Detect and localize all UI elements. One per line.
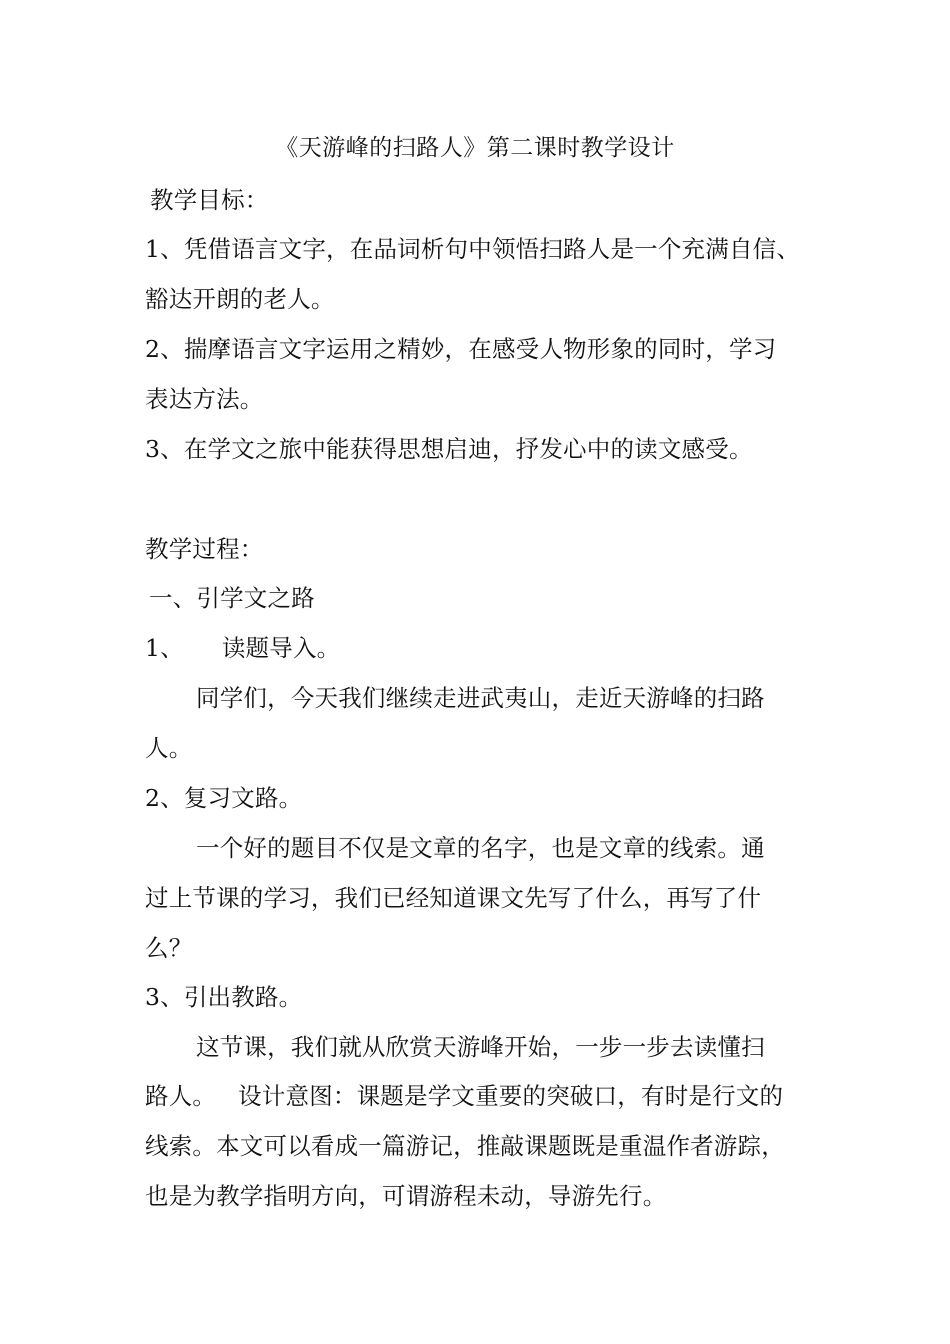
step-2: 2、复习文路。 [145, 784, 303, 812]
goal-2-line-1: 2、揣摩语言文字运用之精妙，在感受人物形象的同时，学习 [145, 335, 777, 363]
paragraph-3-line-4: 也是为教学指明方向，可谓游程未动，导游先行。 [145, 1182, 667, 1210]
section-1-heading: 一、引学文之路 [149, 584, 315, 612]
paragraph-2-line-1: 一个好的题目不仅是文章的名字，也是文章的线索。通 [196, 834, 765, 862]
step-3: 3、引出教路。 [145, 983, 303, 1011]
step-1 [145, 631, 340, 665]
paragraph-1-line-1: 同学们，今天我们继续走进武夷山，走近天游峰的扫路 [196, 684, 765, 712]
paragraph-3-line-2 [145, 1079, 783, 1113]
goal-2-line-2: 表达方法。 [145, 385, 264, 413]
paragraph-3-line-3: 线索。本文可以看成一篇游记，推敲课题既是重温作者游踪， [145, 1132, 785, 1160]
design-intent-text: 设计意图：课题是学文重要的突破口，有时是行文的 [238, 1082, 784, 1110]
goal-3: 3、在学文之旅中能获得思想启迪，抒发心中的读文感受。 [145, 435, 753, 463]
paragraph-1-line-2: 人。 [145, 734, 193, 762]
paragraph-3-line-1: 这节课，我们就从欣赏天游峰开始，一步一步去读懂扫 [196, 1033, 765, 1061]
paragraph-2-line-3: 么？ [145, 934, 193, 962]
step-1-text: 读题导入。 [221, 634, 341, 662]
step-1-number: 1、 [145, 634, 184, 662]
goal-1-line-1: 1、凭借语言文字，在品词析句中领悟扫路人是一个充满自信、 [145, 235, 801, 263]
process-heading: 教学过程： [145, 535, 264, 563]
goal-1-line-2: 豁达开朗的老人。 [145, 285, 335, 313]
paragraph-2-line-2: 过上节课的学习，我们已经知道课文先写了什么，再写了什 [145, 884, 762, 912]
paragraph-3-line-2-start: 路人。 [145, 1082, 217, 1110]
document-title: 《天游峰的扫路人》第二课时教学设计 [275, 135, 675, 161]
goals-heading: 教学目标： [150, 186, 269, 214]
